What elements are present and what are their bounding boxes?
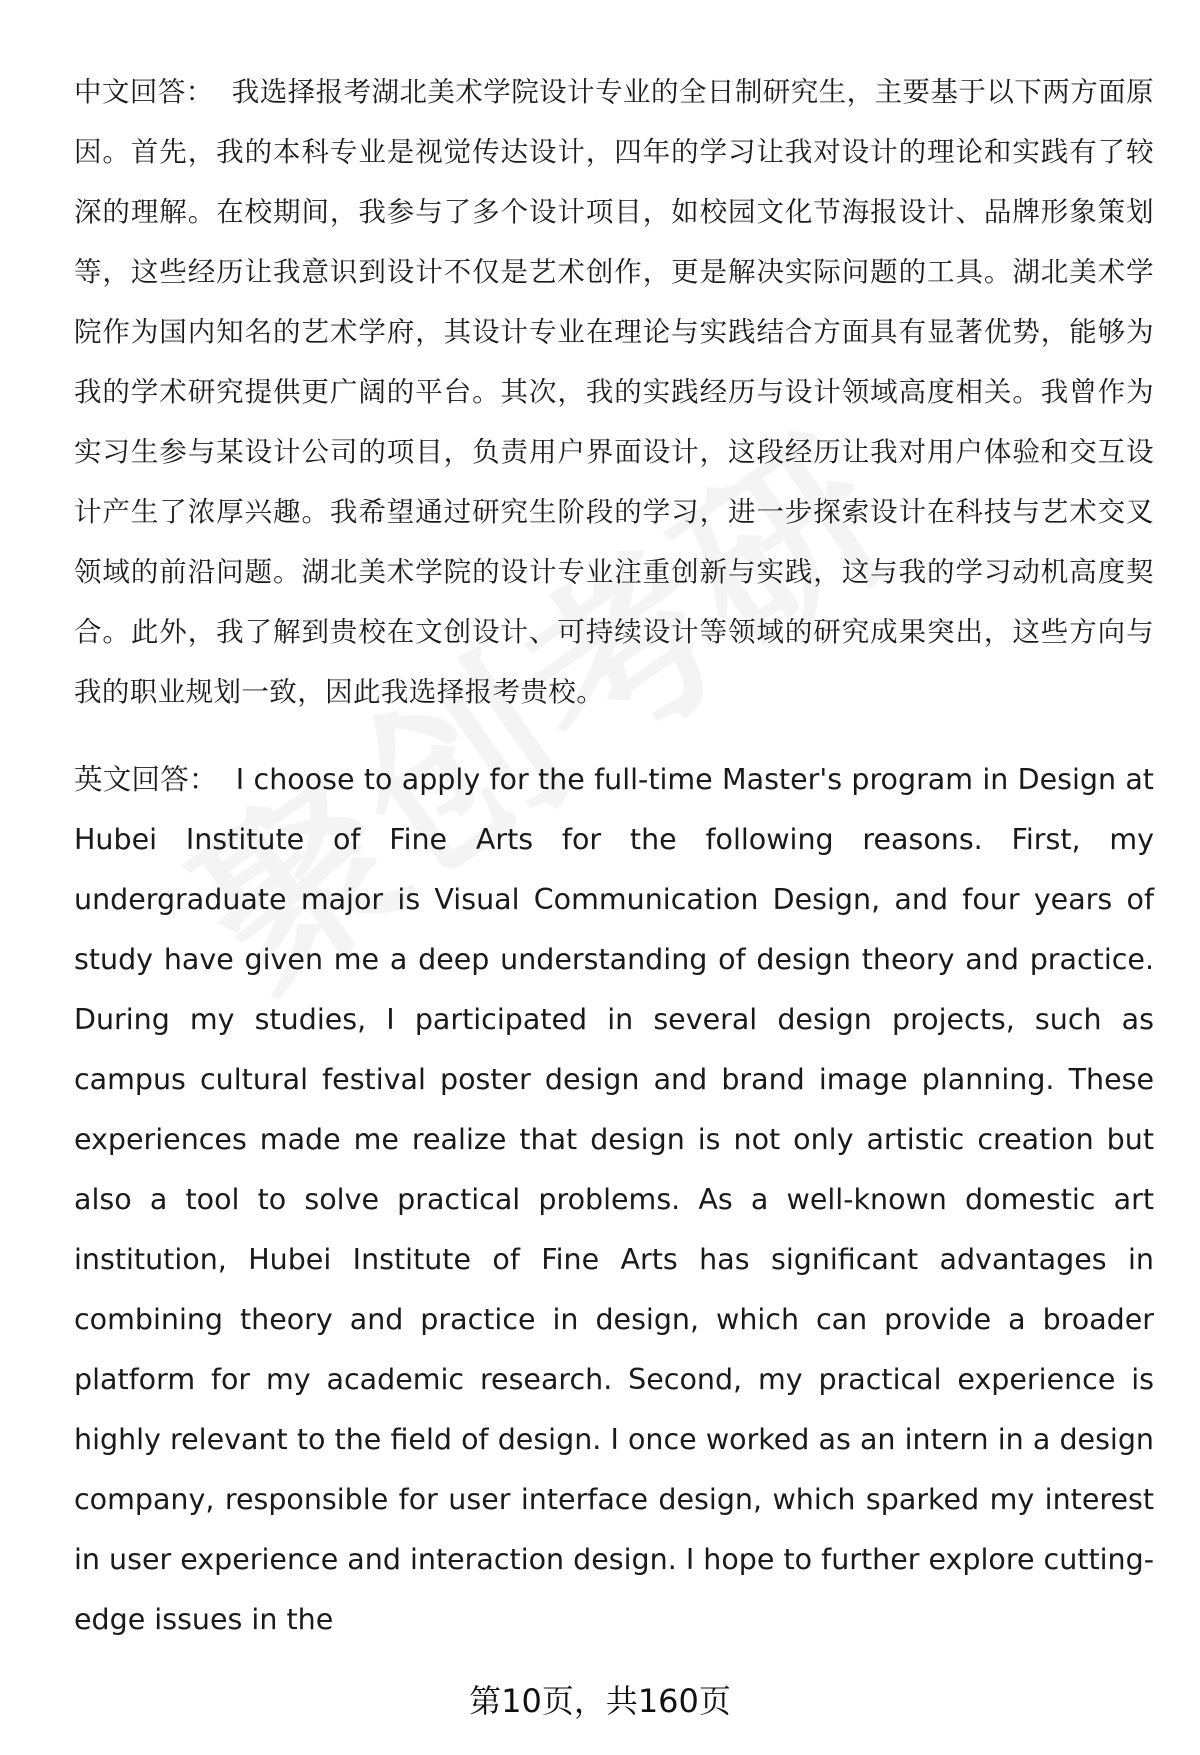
- page-number: 第10页，共160页: [469, 1682, 731, 1720]
- english-answer-paragraph: [74, 750, 1154, 1650]
- chinese-answer-text: 我选择报考湖北美术学院设计专业的全日制研究生，主要基于以下两方面原因。首先，我的本科专业是视觉传达设计，四年的学习让我对设计的理论和实践有了较深的理解。在校期间，我参与了多个设计项目，如校园文化节海报设计、品牌形象策划等，这些经历让我意识到设计不仅是艺术创作，更是解决实际问题的工具。湖北美术学院作为国内知名的艺术学府，其设计专业在理论与实践结合方面具有显著优势，能够为我的学术研究提供更广阔的平台。其次，我的实践经历与设计领域高度相关。我曾作为实习生参与某设计公司的项目，负责用户界面设计，这段经历让我对用户体验和交互设计产生了浓厚兴趣。我希望通过研究生阶段的学习，进一步探索设计在科技与艺术交叉领域的前沿问题。湖北美术学院的设计专业注重创新与实践，这与我的学习动机高度契合。此外，我了解到贵校在文创设计、可持续设计等领域的研究成果突出，这些方向与我的职业规划一致，因此我选择报考贵校。: [74, 76, 1155, 708]
- english-answer-label: 英文回答：: [74, 763, 218, 796]
- chinese-answer-label: 中文回答：: [74, 76, 214, 108]
- english-answer-text: I choose to apply for the full-time Master's program in Design at Hubei Institute of Fine Arts for the following reasons. First, my undergraduate major is Visual Communication Design, and four years of study have given me a deep understanding of design theory and practice. During my studies, I participated in several design projects, such as campus cultural festival poster design and brand image planning. These experiences made me realize that design is not only artistic creation but also a tool to solve practical problems. As a well-known domestic art institution, Hubei Institute of Fine Arts has significant advantages in combining theory and practice in design, which can provide a broader platform for my academic research. Second, my practical experience is highly relevant to the field of design. I once worked as an intern in a design company, responsible for user interface design, which sparked my interest in user experience and interaction design. I hope to further explore cutting-edge issues in the: [74, 763, 1154, 1636]
- chinese-answer-paragraph: [74, 62, 1154, 722]
- page-content: [74, 62, 1154, 1650]
